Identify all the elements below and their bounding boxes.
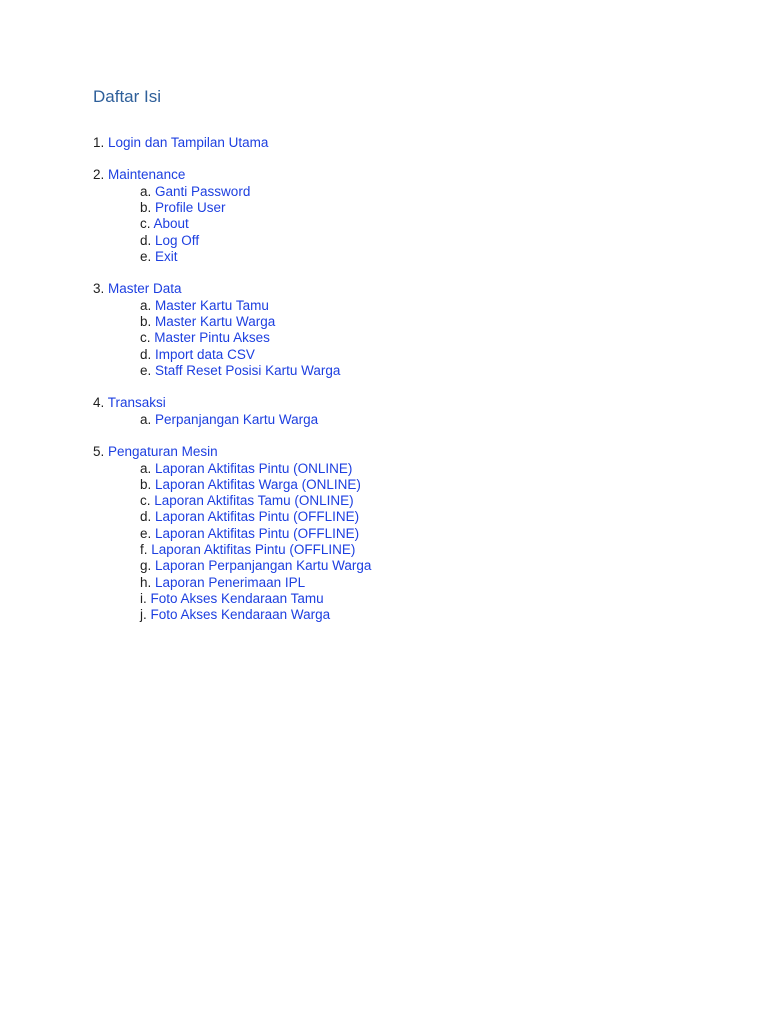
subitem-link[interactable]: Profile User — [155, 200, 226, 216]
subitem-link[interactable]: Laporan Aktifitas Warga (ONLINE) — [155, 476, 361, 492]
toc-subitem — [93, 200, 733, 216]
toc-subitem — [93, 298, 733, 314]
subitem-link[interactable]: Master Kartu Warga — [155, 314, 276, 330]
subitem-marker: f. — [140, 541, 148, 557]
subitem-marker: c. — [140, 493, 151, 509]
subitem-link[interactable]: About — [153, 216, 189, 232]
subitem-marker: a. — [140, 411, 152, 427]
section-number: 4. — [93, 395, 105, 411]
subitem-marker: j. — [140, 607, 147, 623]
toc-subitem — [93, 477, 733, 493]
subitem-marker: e. — [140, 248, 152, 264]
subitem-link[interactable]: Foto Akses Kendaraan Warga — [150, 607, 331, 623]
subitem-marker: a. — [140, 297, 152, 313]
toc-subitem — [93, 526, 733, 542]
subitem-link[interactable]: Perpanjangan Kartu Warga — [155, 411, 319, 427]
toc-subitem — [93, 233, 733, 249]
toc-subitem — [93, 493, 733, 509]
section-link[interactable]: Transaksi — [107, 395, 166, 411]
toc-section — [93, 281, 733, 379]
subitem-link[interactable]: Laporan Aktifitas Pintu (OFFLINE) — [155, 509, 360, 525]
subitem-marker: a. — [140, 460, 152, 476]
subitem-marker: d. — [140, 232, 152, 248]
subitem-link[interactable]: Log Off — [155, 232, 200, 248]
section-link[interactable]: Master Data — [108, 281, 182, 297]
subitem-marker: i. — [140, 590, 147, 606]
subitem-link[interactable]: Laporan Aktifitas Tamu (ONLINE) — [154, 493, 354, 509]
toc-section-heading — [93, 444, 733, 460]
toc-subitem — [93, 558, 733, 574]
subitem-link[interactable]: Exit — [155, 248, 178, 264]
subitem-link[interactable]: Foto Akses Kendaraan Tamu — [150, 590, 324, 606]
toc-sections — [93, 135, 733, 623]
section-gap — [93, 151, 733, 167]
toc-section — [93, 135, 733, 151]
toc-title: Daftar Isi — [93, 87, 162, 106]
subitem-link[interactable]: Laporan Aktifitas Pintu (OFFLINE) — [151, 541, 356, 557]
subitem-marker: c. — [140, 330, 151, 346]
toc-subitem — [93, 461, 733, 477]
toc-subitem — [93, 216, 733, 232]
toc-section — [93, 444, 733, 623]
subitem-link[interactable]: Laporan Aktifitas Pintu (ONLINE) — [155, 460, 353, 476]
subitem-marker: a. — [140, 183, 152, 199]
subitem-link[interactable]: Laporan Perpanjangan Kartu Warga — [155, 558, 372, 574]
toc-subitem — [93, 591, 733, 607]
subitem-marker: e. — [140, 525, 152, 541]
subitem-link[interactable]: Master Kartu Tamu — [155, 297, 269, 313]
subitem-link[interactable]: Laporan Aktifitas Pintu (OFFLINE) — [155, 525, 360, 541]
toc-subitem — [93, 509, 733, 525]
section-link[interactable]: Login dan Tampilan Utama — [108, 135, 269, 150]
subitem-link[interactable]: Master Pintu Akses — [154, 330, 270, 346]
toc-section-heading — [93, 395, 733, 411]
subitem-marker: b. — [140, 314, 152, 330]
toc-subitem — [93, 412, 733, 428]
toc-subitem — [93, 363, 733, 379]
toc-section-heading — [93, 281, 733, 297]
section-gap — [93, 379, 733, 395]
subitem-marker: b. — [140, 476, 152, 492]
table-of-contents — [93, 86, 733, 623]
toc-subitem — [93, 249, 733, 265]
toc-subitem — [93, 330, 733, 346]
subitem-marker: b. — [140, 200, 152, 216]
toc-subitem — [93, 542, 733, 558]
section-number: 2. — [93, 167, 105, 183]
subitem-marker: d. — [140, 346, 152, 362]
section-gap — [93, 265, 733, 281]
subitem-marker: g. — [140, 558, 152, 574]
subitem-marker: h. — [140, 574, 152, 590]
toc-subitem — [93, 184, 733, 200]
subitem-link[interactable]: Staff Reset Posisi Kartu Warga — [155, 362, 341, 378]
toc-section-heading — [93, 135, 733, 151]
toc-subitem — [93, 607, 733, 623]
subitem-marker: c. — [140, 216, 151, 232]
title-spacer — [93, 108, 733, 135]
subitem-link[interactable]: Ganti Password — [155, 183, 251, 199]
toc-subitem — [93, 314, 733, 330]
subitem-marker: d. — [140, 509, 152, 525]
section-number: 1. — [93, 135, 105, 150]
section-gap — [93, 428, 733, 444]
section-link[interactable]: Pengaturan Mesin — [108, 444, 218, 460]
toc-subitem — [93, 347, 733, 363]
toc-section — [93, 167, 733, 265]
toc-section-heading — [93, 167, 733, 183]
subitem-link[interactable]: Laporan Penerimaan IPL — [155, 574, 306, 590]
subitem-marker: e. — [140, 362, 152, 378]
section-number: 3. — [93, 281, 105, 297]
section-link[interactable]: Maintenance — [108, 167, 186, 183]
section-number: 5. — [93, 444, 105, 460]
toc-subitem — [93, 575, 733, 591]
toc-section — [93, 395, 733, 428]
subitem-link[interactable]: Import data CSV — [155, 346, 255, 362]
